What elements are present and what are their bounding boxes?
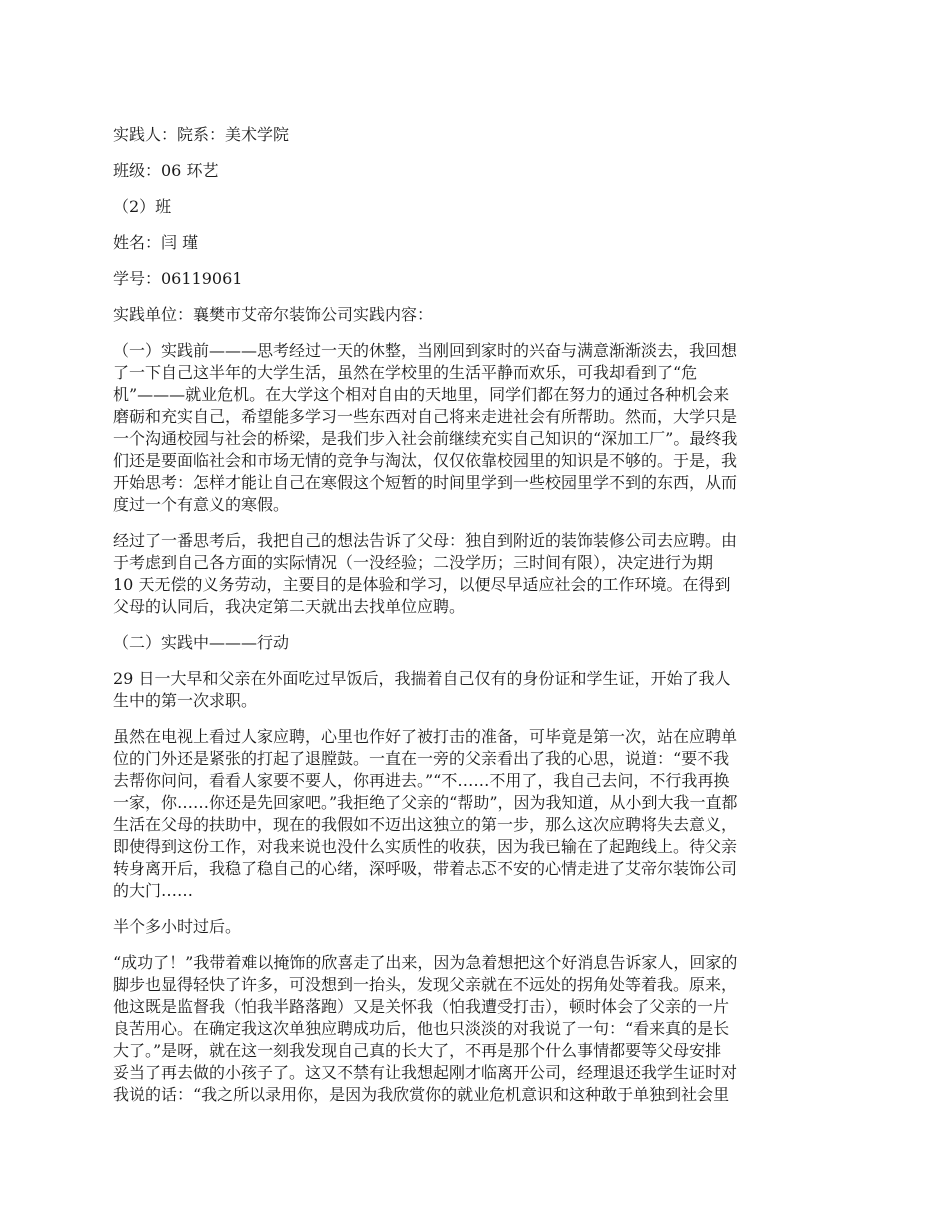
paragraph-success — [113, 952, 839, 1106]
text-line: 生中的第一次求职。 — [113, 691, 258, 710]
text-line: 即使得到这份工作，对我来说也没什么实质性的收获，因为我已输在了起跑线上。待父亲 — [113, 837, 738, 856]
text-line: 父母的认同后，我决定第二天就出去找单位应聘。 — [113, 597, 466, 616]
text-line: 的大门…… — [113, 881, 194, 900]
text-line: 妥当了再去做的小孩子了。这又不禁有让我想起刚才临离开公司，经理退还我学生证时对 — [113, 1063, 738, 1082]
text-line: 转身离开后，我稳了稳自己的心绪，深呼吸，带着忐忑不安的心情走进了艾帝尔装饰公司 — [113, 859, 738, 878]
text-line: 一家，你……你还是先回家吧。”我拒绝了父亲的“帮助”，因为我知道，从小到大我一直都 — [113, 793, 738, 812]
text-line: 虽然在电视上看过人家应聘，心里也作好了被打击的准备，可毕竟是第一次，站在应聘单 — [113, 727, 738, 746]
text-line: 良苦用心。在确定我这次单独应聘成功后，他也只淡淡的对我说了一句：“看来真的是长 — [113, 1019, 730, 1038]
text-line: （一）实践前———思考经过一天的休整，当刚回到家时的兴奋与满意渐渐淡去，我回想 — [113, 341, 738, 360]
text-line: 磨砺和充实自己，希望能多学习一些东西对自己将来走进社会有所帮助。然而，大学只是 — [113, 407, 738, 426]
text-line: 29 日一大早和父亲在外面吃过早饭后，我揣着自己仅有的身份证和学生证，开始了我人 — [113, 669, 731, 688]
text-line: 于考虑到自己各方面的实际情况（一没经验；二没学历；三时间有限），决定进行为期 — [113, 553, 714, 572]
text-line: 度过一个有意义的寒假。 — [113, 495, 290, 514]
student-id-line: 学号：06119061 — [113, 269, 243, 288]
paragraph-decision — [113, 530, 839, 618]
text-line: 经过了一番思考后，我把自己的想法告诉了父母：独自到附近的装饰装修公司去应聘。由 — [113, 531, 738, 550]
half-hour-later-line: 半个多小时过后。 — [113, 917, 242, 936]
document-page — [113, 124, 839, 1120]
text-line: 位的门外还是紧张的打起了退膛鼓。一直在一旁的父亲看出了我的心思，说道：“要不我 — [113, 749, 730, 768]
text-line: “成功了！”我带着难以掩饰的欣喜走了出来，因为急着想把这个好消息告诉家人，回家的 — [113, 953, 738, 972]
class-number-line: （2）班 — [113, 197, 172, 216]
section-heading-during-practice: （二）实践中———行动 — [113, 633, 290, 652]
text-line: 生活在父母的扶助中，现在的我假如不迈出这独立的第一步，那么这次应聘将失去意义， — [113, 815, 738, 834]
text-line: 们还是要面临社会和市场无情的竞争与淘汰，仅仅依靠校园里的知识是不够的。于是，我 — [113, 451, 738, 470]
text-line: 一个沟通校园与社会的桥梁，是我们步入社会前继续充实自己知识的“深加工厂”。最终我 — [113, 429, 738, 448]
paragraph-before-practice — [113, 340, 839, 516]
paragraph-interview — [113, 726, 839, 902]
text-line: 了一下自己这半年的大学生活，虽然在学校里的生活平静而欢乐，可我却看到了“危 — [113, 363, 698, 382]
practice-unit-line: 实践单位：襄樊市艾帝尔装饰公司实践内容： — [113, 305, 434, 324]
name-line: 姓名：闫 瑾 — [113, 233, 199, 252]
text-line: 开始思考：怎样才能让自己在寒假这个短暂的时间里学到一些校园里学不到的东西，从而 — [113, 473, 738, 492]
paragraph-first-job-search — [113, 668, 839, 712]
text-line: 他这既是监督我（怕我半路落跑）又是关怀我（怕我遭受打击），顿时体会了父亲的一片 — [113, 997, 730, 1016]
text-line: 10 天无偿的义务劳动，主要目的是体验和学习，以便尽早适应社会的工作环境。在得到 — [113, 575, 731, 594]
text-line: 我说的话：“我之所以录用你，是因为我欣赏你的就业危机意识和这种敢于单独到社会里 — [113, 1085, 730, 1104]
text-line: 脚步也显得轻快了许多，可没想到一抬头，发现父亲就在不远处的拐角处等着我。原来， — [113, 975, 738, 994]
practitioner-line: 实践人：院系：美术学院 — [113, 125, 290, 144]
text-line: 去帮你问问，看看人家要不要人，你再进去。”“不……不用了，我自己去问，不行我再换 — [113, 771, 730, 790]
text-line: 大了。”是呀，就在这一刻我发现自己真的长大了，不再是那个什么事情都要等父母安排 — [113, 1041, 722, 1060]
text-line: 机”———就业危机。在大学这个相对自由的天地里，同学们都在努力的通过各种机会来 — [113, 385, 730, 404]
class-line: 班级：06 环艺 — [113, 161, 219, 180]
